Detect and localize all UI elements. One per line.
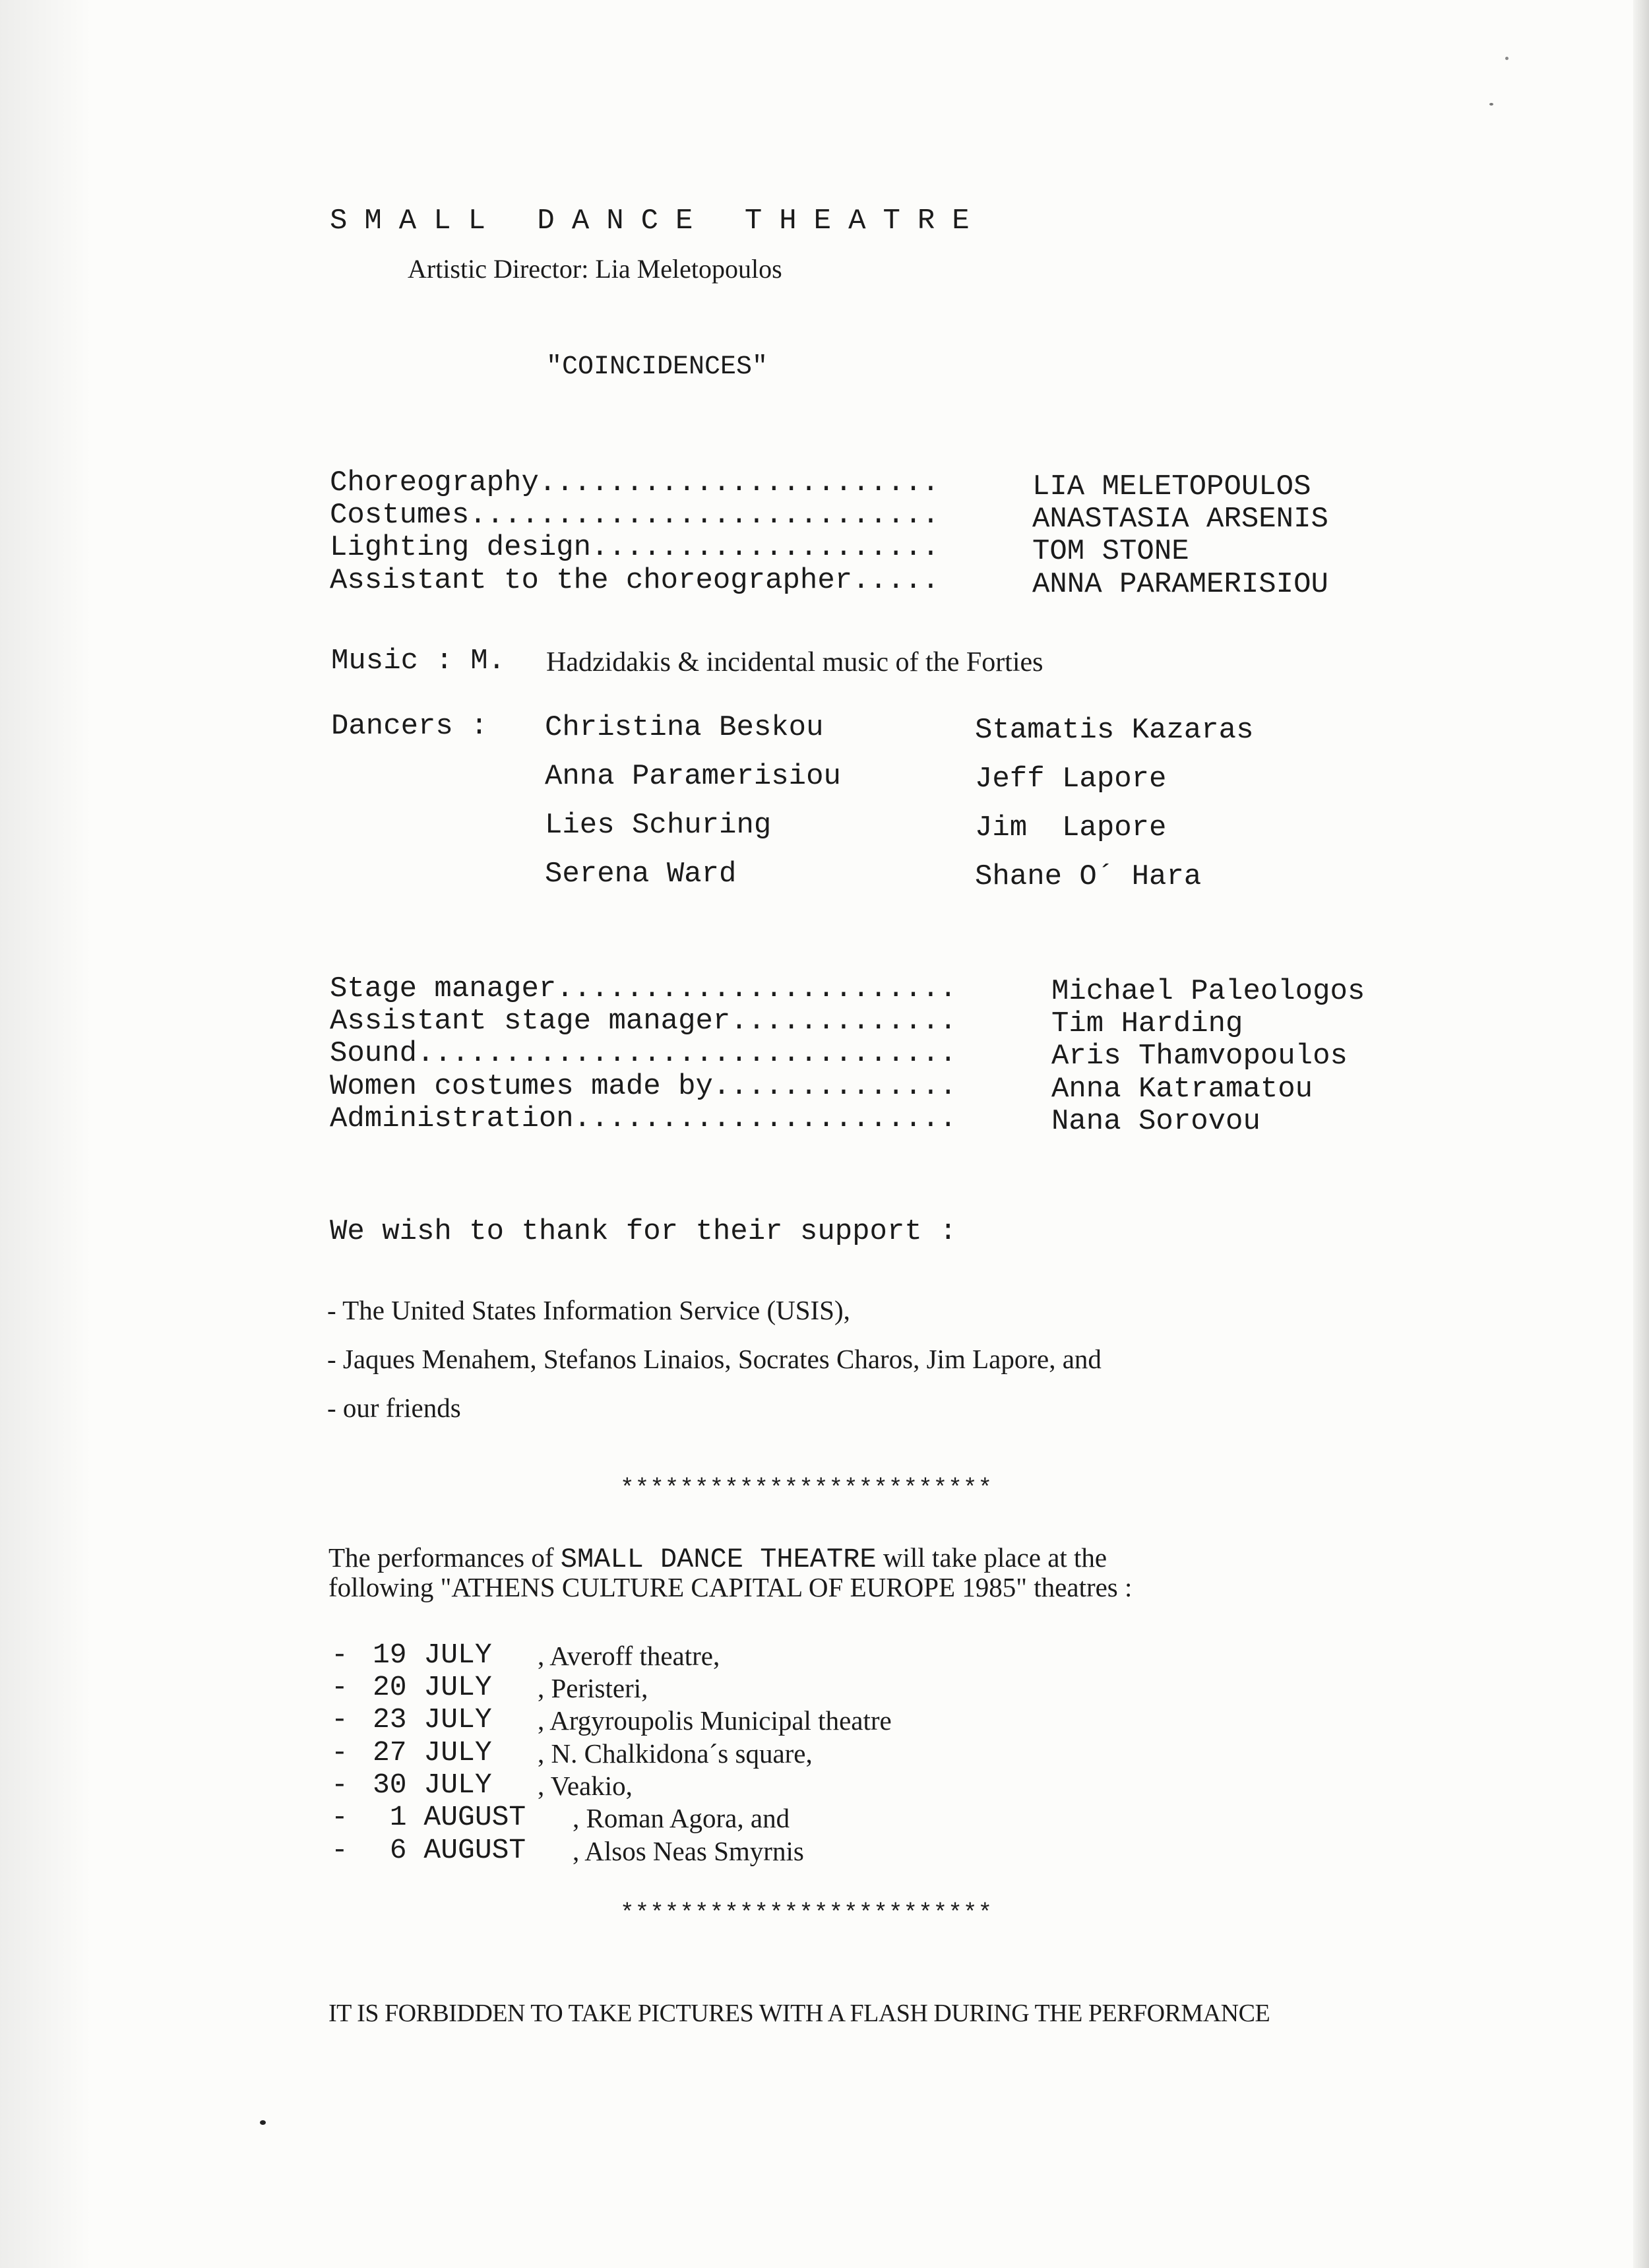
credit-role: Assistant to the choreographer..... bbox=[330, 564, 940, 597]
schedule-date: 23 JULY bbox=[373, 1703, 492, 1736]
staff-name: Anna Katramatou bbox=[1051, 1073, 1313, 1106]
dancer-name: Stamatis Kazaras bbox=[975, 714, 1254, 747]
separator: ************************* bbox=[620, 1475, 993, 1502]
staff-role: Sound............................... bbox=[330, 1037, 957, 1070]
schedule-date: 20 JULY bbox=[373, 1671, 492, 1703]
dancer-name: Serena Ward bbox=[545, 858, 737, 891]
thanks-intro: We wish to thank for their support : bbox=[330, 1215, 957, 1248]
schedule-date: 27 JULY bbox=[373, 1736, 492, 1769]
staff-role: Administration...................... bbox=[330, 1102, 957, 1135]
credit-role: Lighting design.................... bbox=[330, 531, 940, 564]
intro-company: SMALL DANCE THEATRE bbox=[560, 1544, 877, 1575]
schedule-date: 19 JULY bbox=[373, 1639, 492, 1671]
schedule-dash: - bbox=[331, 1703, 348, 1736]
performances-intro-line2: following "ATHENS CULTURE CAPITAL OF EUROPE 1985" theatres : bbox=[328, 1572, 1133, 1602]
schedule-dash: - bbox=[331, 1736, 348, 1769]
artistic-director: Artistic Director: Lia Meletopoulos bbox=[408, 254, 782, 284]
dancer-name: Jim Lapore bbox=[975, 811, 1167, 844]
schedule-date: 30 JULY bbox=[373, 1769, 492, 1801]
staff-role: Women costumes made by.............. bbox=[330, 1070, 957, 1103]
intro-suffix: will take place at the bbox=[876, 1542, 1107, 1573]
separator: ************************* bbox=[620, 1900, 993, 1927]
credit-name: TOM STONE bbox=[1032, 535, 1189, 568]
dancer-name: Jeff Lapore bbox=[975, 763, 1167, 796]
staff-name: Aris Thamvopoulos bbox=[1051, 1040, 1348, 1073]
credit-name: ANASTASIA ARSENIS bbox=[1032, 503, 1328, 536]
schedule-place: , Roman Agora, and bbox=[573, 1803, 790, 1833]
ink-speck bbox=[1489, 103, 1493, 106]
schedule-place: , Alsos Neas Smyrnis bbox=[573, 1836, 804, 1866]
schedule-place: , Veakio, bbox=[538, 1771, 633, 1801]
thanks-line: - Jaques Menahem, Stefanos Linaios, Socrates Charos, Jim Lapore, and bbox=[327, 1344, 1102, 1374]
schedule-dash: - bbox=[331, 1769, 348, 1801]
intro-prefix: The performances of bbox=[328, 1542, 561, 1573]
dancer-name: Lies Schuring bbox=[545, 809, 772, 842]
credit-name: LIA MELETOPOULOS bbox=[1032, 470, 1311, 503]
company-title: SMALL DANCE THEATRE bbox=[330, 205, 987, 237]
schedule-date: 6 AUGUST bbox=[373, 1834, 526, 1866]
staff-role: Stage manager....................... bbox=[330, 972, 957, 1005]
page-edge bbox=[1633, 0, 1649, 2268]
music-label: Music : M. bbox=[331, 645, 506, 677]
schedule-place: , Argyroupolis Municipal theatre bbox=[538, 1705, 892, 1736]
ink-speck bbox=[260, 2120, 266, 2125]
music-text: Hadzidakis & incidental music of the Forties bbox=[546, 647, 1043, 677]
dancer-name: Christina Beskou bbox=[545, 711, 824, 744]
schedule-place: , Peristeri, bbox=[538, 1673, 648, 1703]
staff-role: Assistant stage manager............. bbox=[330, 1005, 957, 1038]
ink-speck bbox=[1505, 57, 1509, 60]
credit-name: ANNA PARAMERISIOU bbox=[1032, 568, 1328, 601]
thanks-line: - our friends bbox=[327, 1393, 461, 1423]
performances-intro bbox=[328, 1542, 1107, 1575]
show-title: "COINCIDENCES" bbox=[546, 352, 768, 382]
schedule-date: 1 AUGUST bbox=[373, 1801, 526, 1833]
schedule-dash: - bbox=[331, 1671, 348, 1703]
thanks-line: - The United States Information Service (USIS), bbox=[327, 1295, 850, 1325]
dancer-name: Anna Paramerisiou bbox=[545, 760, 841, 793]
credit-role: Choreography....................... bbox=[330, 466, 940, 499]
staff-name: Tim Harding bbox=[1051, 1007, 1243, 1040]
staff-name: Michael Paleologos bbox=[1051, 975, 1365, 1008]
staff-name: Nana Sorovou bbox=[1051, 1105, 1260, 1138]
schedule-dash: - bbox=[331, 1834, 348, 1866]
scan-shadow bbox=[0, 0, 92, 2268]
credit-role: Costumes........................... bbox=[330, 499, 940, 532]
dancer-name: Shane O´ Hara bbox=[975, 860, 1202, 893]
dancers-label: Dancers : bbox=[331, 710, 488, 743]
schedule-dash: - bbox=[331, 1801, 348, 1833]
schedule-place: , N. Chalkidona´s square, bbox=[538, 1738, 813, 1769]
schedule-place: , Averoff theatre, bbox=[538, 1641, 720, 1671]
flash-notice: IT IS FORBIDDEN TO TAKE PICTURES WITH A FLASH DURING THE PERFORMANCE bbox=[328, 2000, 1270, 2027]
schedule-dash: - bbox=[331, 1639, 348, 1671]
